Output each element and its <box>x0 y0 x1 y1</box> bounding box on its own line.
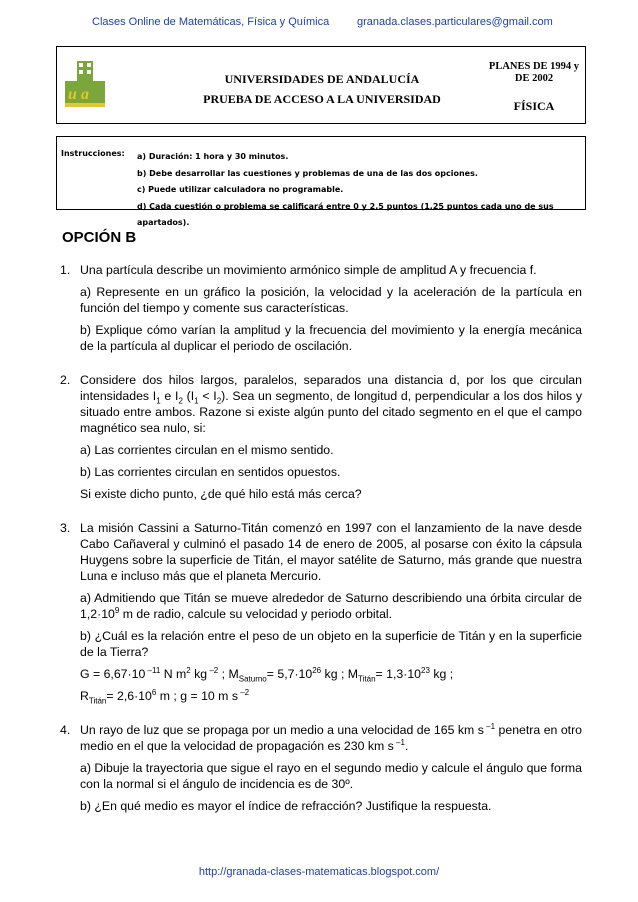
question-part-b: b) ¿En qué medio es mayor el índice de refracción? Justifique la respuesta. <box>80 799 492 813</box>
question-part-a: a) Represente en un gráfico la posición, la velocidad y la aceleración de la partícula en función del tiempo y comente sus características. <box>80 285 582 315</box>
instruction-item: b) Debe desarrollar las cuestiones y problemas de una de las dos opciones. <box>137 168 478 178</box>
plans-line-1: PLANES DE 1994 y <box>488 61 580 72</box>
question-number: 4. <box>60 723 71 737</box>
question-number: 1. <box>60 263 71 277</box>
question-stem: Considere dos hilos largos, paralelos, separados una distancia d, por los que circulan intensidades $I_1$ e $I_2$ $(I_1 < I_2)$. Sea un segmento, de longitud d, perpendicular a los dos hilos y situado entre ambos. Razone si existe algún punto del citado segmento en el que el campo magnético sea nulo, si: <box>80 373 582 435</box>
svg-text:a: a <box>81 86 89 103</box>
question-3 <box>62 520 582 704</box>
question-2 <box>62 372 582 502</box>
footer-link[interactable]: http://granada-clases-matematicas.blogspot.com/ <box>198 866 440 878</box>
question-part-b: b) Explique cómo varían la amplitud y la frecuencia del movimiento y la energía mecánica de la partícula al duplicar el periodo de oscilación. <box>80 323 582 353</box>
option-title: OPCIÓN B <box>62 229 137 246</box>
instruction-item: c) Puede utilizar calculadora no programable. <box>137 185 344 194</box>
subject-name: FÍSICA <box>513 99 555 113</box>
question-stem: Una partícula describe un movimiento armónico simple de amplitud A y frecuencia f. <box>80 263 537 277</box>
university-name: UNIVERSIDADES DE ANDALUCÍA <box>224 72 420 86</box>
question-part-a: a) Admitiendo que Titán se mueve alrededor de Saturno describiendo una órbita circular de $1,2\cdot 10^9$ m de radio, calcule su velocidad y periodo orbital. <box>80 591 582 621</box>
question-part-a: a) Dibuje la trayectoria que sigue el rayo en el segundo medio y calcule el ángulo que forma con la normal si el ángulo de incidencia es de 30º. <box>80 761 582 791</box>
exam-name: PRUEBA DE ACCESO A LA UNIVERSIDAD <box>203 92 441 106</box>
instructions-list <box>137 149 585 232</box>
question-part-b: b) ¿Cuál es la relación entre el peso de un objeto en la superficie de Titán y en la superficie de la Tierra? <box>80 629 582 659</box>
question-part-a: a) Las corrientes circulan en el mismo sentido. <box>80 443 334 457</box>
plans-line-2: DE 2002 <box>514 73 554 84</box>
university-title <box>157 69 487 109</box>
question-stem: Un rayo de luz que se propaga por un medio a una velocidad de 165 km s $^{-1}$ penetra en otro medio en el que la velocidad de propagación es 230 km s $^{-1}$. <box>80 721 583 753</box>
exam-header <box>56 46 586 124</box>
instruction-item: a) Duración: 1 hora y 30 minutos. <box>137 152 289 161</box>
question-number: 2. <box>60 373 71 387</box>
instructions-label: Instrucciones: <box>61 149 125 158</box>
svg-text:u: u <box>68 86 77 103</box>
constants-line-1: G = 6,67·10 $^{-11}$ N $m^2$ kg $^{-2}$ ; $M_{Saturno}= 5,7\cdot 10^{26}$ kg ; $M_{Titán}= 1,3\cdot 10^{23}$ kg ; <box>80 665 454 684</box>
university-logo-icon <box>65 61 105 107</box>
plans <box>479 61 589 85</box>
instruction-item: d) Cada cuestión o problema se calificará entre 0 y 2,5 puntos (1,25 puntos cada uno de sus apartados). <box>137 201 554 227</box>
question-part-c: Si existe dicho punto, ¿de qué hilo está más cerca? <box>80 487 362 501</box>
question-4 <box>62 722 582 814</box>
contact-email[interactable]: granada.clases.particulares@gmail.com <box>357 16 553 28</box>
exam-content <box>62 230 582 832</box>
question-number: 3. <box>60 521 71 535</box>
site-title: Clases Online de Matemáticas, Física y Química <box>92 16 330 28</box>
instructions-box <box>56 136 586 227</box>
question-part-b: b) Las corrientes circulan en sentidos opuestos. <box>80 465 341 479</box>
constants-line-2: $R_{Titán}= 2,6\cdot 10^6$ m ; g = 10 m s $^{-2}$ <box>80 687 250 706</box>
question-1 <box>62 262 582 354</box>
question-stem: La misión Cassini a Saturno-Titán comenzó en 1997 con el lanzamiento de la nave desde Cabo Cañaveral y culminó el pasado 14 de enero de 2005, al posarse con éxito la cápsula Huygens sobre la superficie de Titán, el mayor satélite de Saturno, más grande que nuestra Luna e incluso más que el planeta Mercurio. <box>80 521 582 583</box>
